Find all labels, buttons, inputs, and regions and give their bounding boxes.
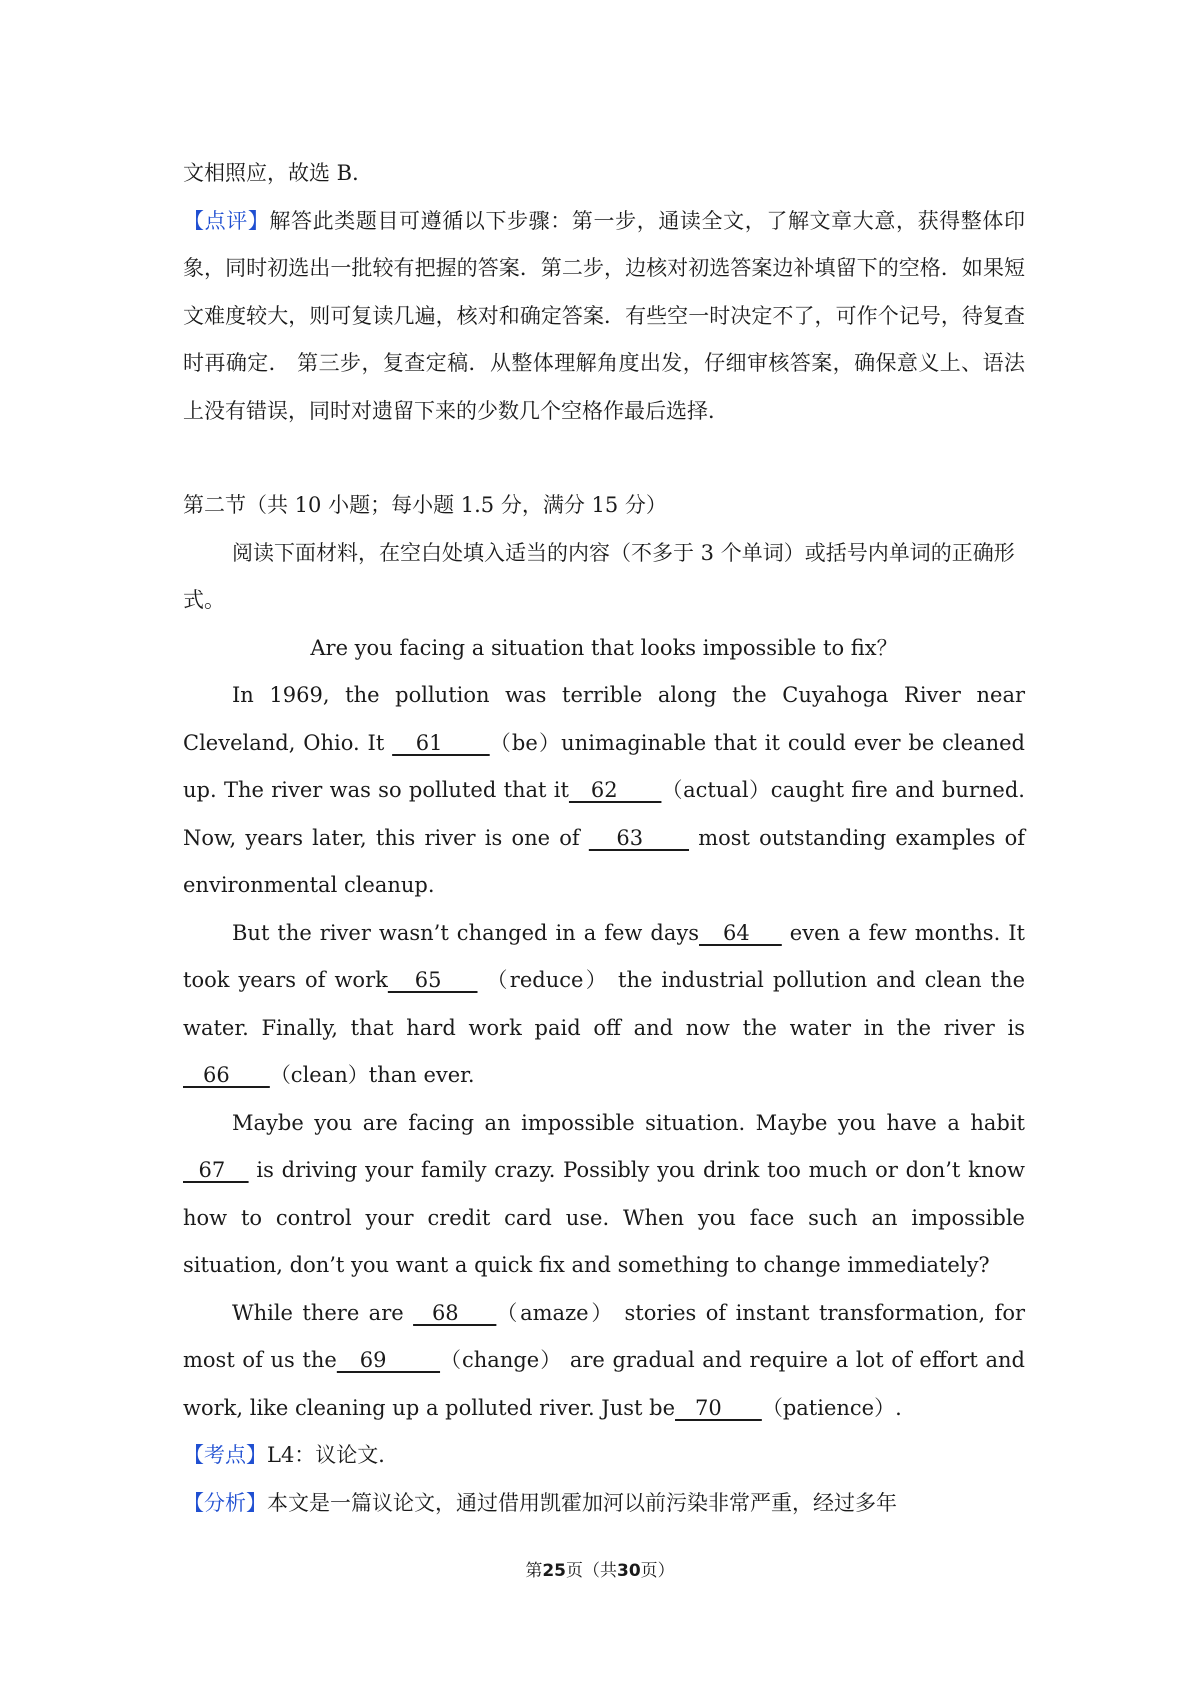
passage-paragraph-2 bbox=[183, 910, 1025, 1100]
blank-64: 64 bbox=[699, 920, 782, 945]
section-heading: 第二节（共 10 小题；每小题 1.5 分，满分 15 分） bbox=[183, 493, 667, 517]
kaodian-text: L4：议论文． bbox=[267, 1443, 400, 1467]
passage-text: Maybe you are facing an impossible situation. Maybe you have a habit bbox=[232, 1110, 1025, 1135]
blank-63: 63 bbox=[588, 825, 690, 850]
blank-69: 69 bbox=[336, 1348, 441, 1372]
blank-70: 70 bbox=[675, 1395, 762, 1420]
previous-answer-line: 文相照应，故选 B． bbox=[183, 161, 374, 185]
blank-61: 61 bbox=[392, 730, 490, 755]
passage-text: （be）unimaginable that it could ever be cleaned up. The river was so polluted that it bbox=[183, 730, 1025, 802]
passage-text: While there are bbox=[232, 1300, 414, 1325]
footer-prefix: 第 bbox=[525, 1561, 543, 1581]
passage-text: （patience）. bbox=[761, 1395, 902, 1420]
fenxi-line bbox=[183, 1480, 1025, 1528]
kaodian-tag: 【考点】 bbox=[183, 1443, 267, 1467]
passage-paragraph-1 bbox=[183, 672, 1025, 910]
page-footer bbox=[0, 1556, 1200, 1581]
footer-page-number: 25 bbox=[542, 1561, 566, 1581]
passage-text: is driving your family crazy. Possibly you drink too much or don’t know how to control your credit card use. When you face such an impossible situation, don’t you want a quick fix and something to change immediately? bbox=[183, 1158, 1025, 1277]
passage-title: Are you facing a situation that looks impossible to fix？ bbox=[310, 635, 898, 660]
passage-text: （change） are gradual and require a lot of effort and work, like cleaning up a polluted river. Just be bbox=[183, 1348, 1025, 1420]
blank-65: 65 bbox=[387, 968, 478, 992]
passage-text: most outstanding examples of environmental cleanup. bbox=[183, 825, 1025, 897]
review-paragraph bbox=[183, 198, 1025, 436]
footer-suffix: 页） bbox=[640, 1561, 675, 1581]
passage-text: （amaze） stories of instant transformation, for most of us the bbox=[183, 1300, 1026, 1372]
footer-middle: 页（共 bbox=[566, 1561, 617, 1581]
passage-text: even a few months. It took years of work bbox=[183, 920, 1025, 992]
page-content bbox=[183, 150, 1025, 1527]
passage-text: （reduce） the industrial pollution and clean the water. Finally, that hard work paid off and now the water in the river is bbox=[183, 968, 1025, 1040]
passage-paragraph-4 bbox=[183, 1290, 1025, 1433]
footer-total-pages: 30 bbox=[617, 1561, 641, 1581]
passage-text: （actual）caught fire and burned. Now, years later, this river is one of bbox=[183, 778, 1025, 850]
fenxi-tag: 【分析】 bbox=[183, 1490, 267, 1515]
blank-67: 67 bbox=[183, 1158, 249, 1182]
blank-68: 68 bbox=[413, 1300, 497, 1325]
passage-text: But the river wasn’t changed in a few days bbox=[232, 920, 700, 945]
review-tag: 【点评】 bbox=[183, 208, 270, 233]
section-spacer bbox=[183, 435, 1025, 482]
kaodian-line bbox=[183, 1432, 1025, 1480]
fenxi-text: 本文是一篇议论文，通过借用凯霍加河以前污染非常严重，经过多年 bbox=[267, 1490, 897, 1515]
passage-paragraph-3 bbox=[183, 1100, 1025, 1290]
review-text: 解答此类题目可遵循以下步骤：第一步，通读全文，了解文章大意，获得整体印象，同时初选出一批较有把握的答案．第二步，边核对初选答案边补填留下的空格．如果短文难度较大，则可复读几遍，核对和确定答案．有些空一时决定不了，可作个记号，待复查时再确定． 第三步，复查定稿．从整体理解角度出发，仔细审核答案，确保意义上、语法上没有错误，同时对遗留下来的少数几个空格作最后选择． bbox=[183, 208, 1025, 423]
passage-text: （clean）than ever. bbox=[269, 1063, 475, 1087]
passage-text: In 1969, the pollution was terrible along the Cuyahoga River near Cleveland, Ohio. It bbox=[183, 683, 1025, 755]
blank-66: 66 bbox=[183, 1063, 270, 1087]
section-instruction: 阅读下面材料，在空白处填入适当的内容（不多于 3 个单词）或括号内单词的正确形式。 bbox=[183, 540, 1015, 612]
blank-62: 62 bbox=[568, 778, 662, 802]
